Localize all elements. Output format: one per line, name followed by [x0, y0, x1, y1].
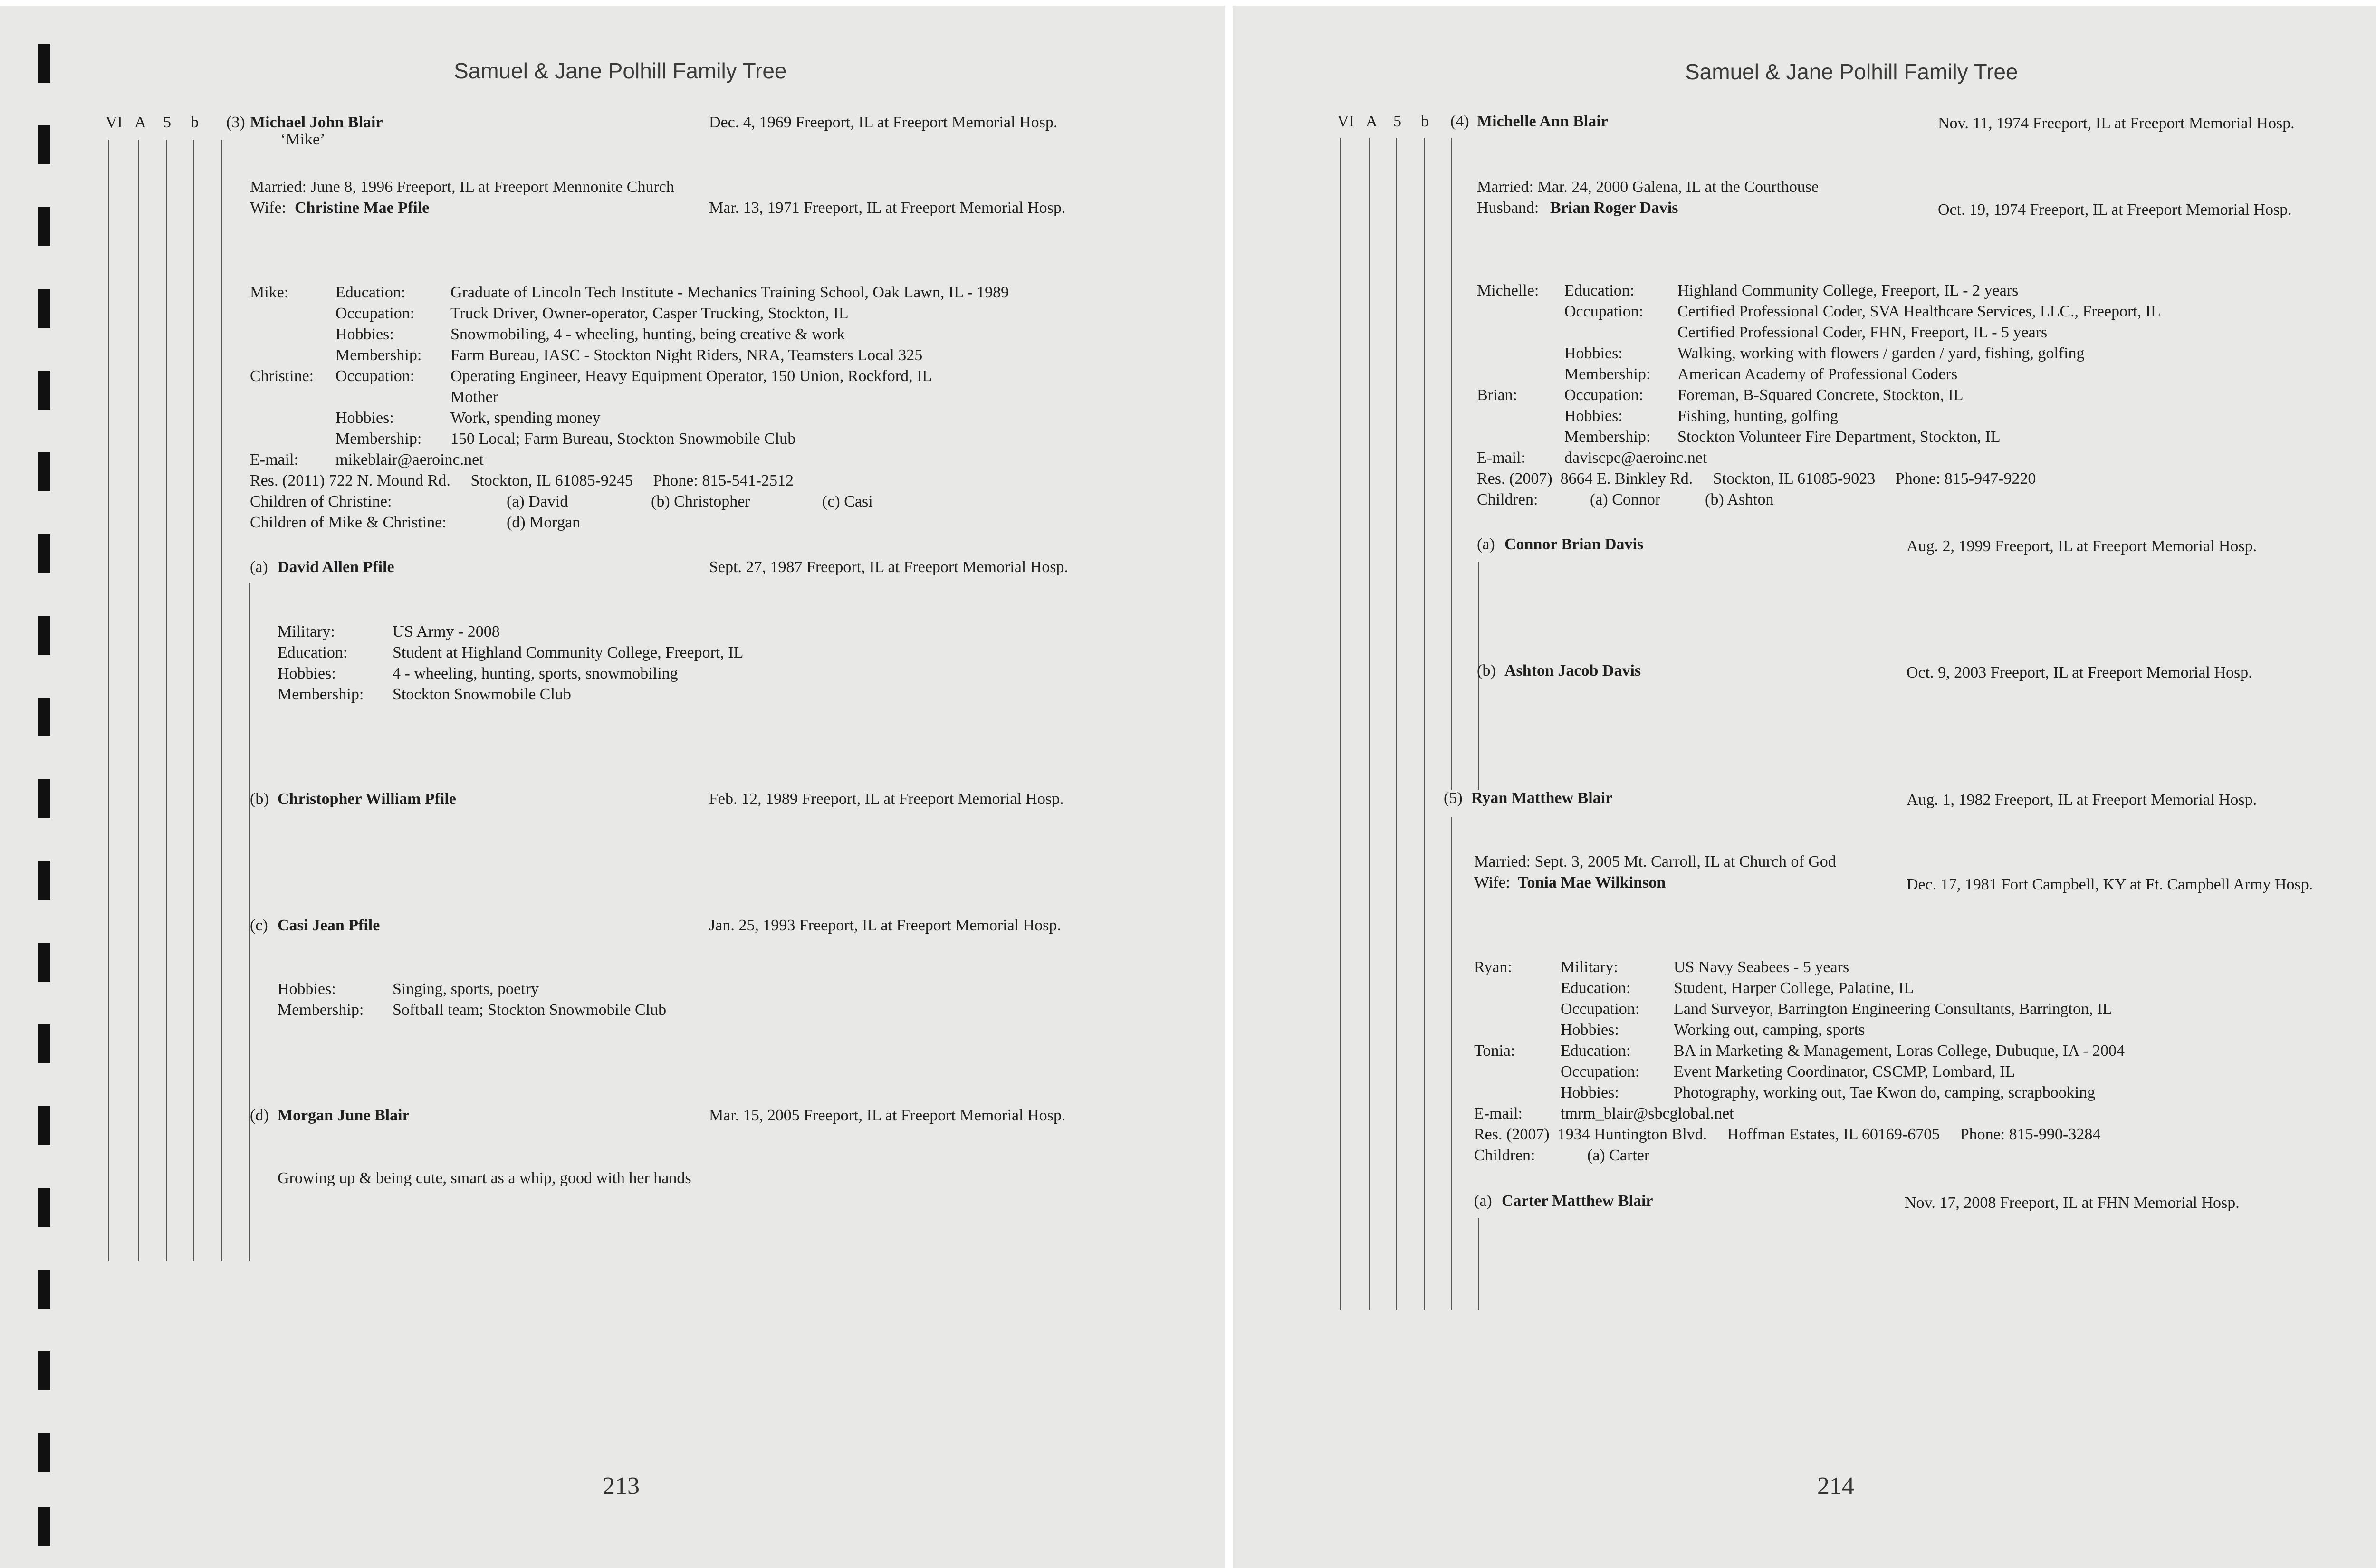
binder-hole: [38, 452, 50, 491]
detail-value: 150 Local; Farm Bureau, Stockton Snowmobile Club: [450, 430, 796, 448]
detail-field: Education:: [278, 644, 348, 661]
marriage-info: Married: Mar. 24, 2000 Galena, IL at the Courthouse: [1477, 178, 1819, 196]
lineage-line: [193, 140, 194, 1261]
detail-field: Membership:: [278, 1001, 364, 1019]
lineage-line: [1369, 138, 1370, 1310]
detail-value: Student at Highland Community College, Freeport, IL: [393, 644, 744, 661]
child-ref: (c) Casi: [822, 493, 873, 510]
child-label: (b): [250, 790, 269, 808]
child-name: Christopher William Pfile: [278, 790, 456, 808]
child-name: David Allen Pfile: [278, 558, 394, 576]
detail-value: Highland Community College, Freeport, IL - 2 years: [1677, 282, 2019, 299]
child-birth-info: Feb. 12, 1989 Freeport, IL at Freeport Memorial Hosp.: [709, 790, 1064, 808]
binder-hole: [38, 779, 50, 818]
detail-field: Occupation:: [335, 367, 415, 385]
detail-field: Hobbies:: [335, 325, 394, 343]
child-name: Ashton Jacob Davis: [1504, 662, 1641, 679]
lineage-line: [1396, 138, 1397, 1310]
entry-number: (4): [1450, 113, 1469, 130]
detail-field: Membership:: [278, 686, 364, 703]
detail-person: Mike:: [250, 284, 289, 301]
detail-value: Mother: [450, 388, 498, 406]
birth-info: Dec. 4, 1969 Freeport, IL at Freeport Memorial Hosp.: [709, 114, 1058, 131]
lineage-line: [166, 140, 167, 1261]
child-ref: (a) David: [507, 493, 568, 510]
detail-field: Membership:: [1564, 365, 1651, 383]
detail-value: Singing, sports, poetry: [393, 980, 539, 998]
child-label: (c): [250, 917, 268, 934]
detail-person: Ryan:: [1474, 958, 1512, 976]
child-name: Carter Matthew Blair: [1502, 1192, 1653, 1210]
lineage-line: [1478, 1218, 1479, 1310]
left-page: [0, 6, 1225, 1568]
detail-field: Membership:: [1564, 428, 1651, 446]
detail-value: Operating Engineer, Heavy Equipment Operator, 150 Union, Rockford, IL: [450, 367, 932, 385]
binder-hole: [38, 1433, 50, 1472]
child-birth-info: Jan. 25, 1993 Freeport, IL at Freeport Memorial Hosp.: [709, 917, 1061, 934]
email-label: E-mail:: [1474, 1105, 1523, 1122]
generation-label: 5: [163, 114, 171, 131]
birth-info: Aug. 1, 1982 Freeport, IL at Freeport Memorial Hosp.: [1907, 791, 2257, 809]
nickname: ‘Mike’: [280, 131, 326, 148]
residence-info: Res. (2007) 8664 E. Binkley Rd. Stockton, IL 61085-9023 Phone: 815-947-9220: [1477, 470, 2036, 488]
lineage-line: [1451, 138, 1452, 790]
detail-field: Military:: [1561, 958, 1618, 976]
generation-label: VI: [1337, 113, 1354, 130]
residence-info: Res. (2011) 722 N. Mound Rd. Stockton, IL 61085-9245 Phone: 815-541-2512: [250, 472, 794, 489]
child-name: Casi Jean Pfile: [278, 917, 380, 934]
detail-field: Membership:: [335, 430, 422, 448]
binder-hole: [38, 698, 50, 736]
email-label: E-mail:: [250, 451, 298, 468]
detail-value: Foreman, B-Squared Concrete, Stockton, IL: [1677, 386, 1964, 404]
detail-field: Education:: [1564, 282, 1635, 299]
person-name: Michael John Blair: [250, 114, 383, 131]
page-number: 214: [1817, 1472, 1854, 1500]
child-ref: (b) Ashton: [1705, 491, 1774, 508]
detail-field: Military:: [278, 623, 335, 641]
email-address: daviscpc@aeroinc.net: [1564, 449, 1707, 467]
detail-value: Photography, working out, Tae Kwon do, camping, scrapbooking: [1674, 1084, 2096, 1101]
residence-info: Res. (2007) 1934 Huntington Blvd. Hoffman Estates, IL 60169-6705 Phone: 815-990-3284: [1474, 1126, 2101, 1143]
generation-label: A: [134, 114, 146, 131]
child-note: Growing up & being cute, smart as a whip, good with her hands: [278, 1169, 691, 1187]
detail-value: Softball team; Stockton Snowmobile Club: [393, 1001, 667, 1019]
detail-field: Hobbies:: [1564, 344, 1623, 362]
children-label: Children:: [1477, 491, 1538, 508]
person-name: Ryan Matthew Blair: [1471, 789, 1613, 807]
detail-value: Farm Bureau, IASC - Stockton Night Riders, NRA, Teamsters Local 325: [450, 346, 923, 364]
detail-value: Land Surveyor, Barrington Engineering Consultants, Barrington, IL: [1674, 1000, 2113, 1018]
detail-field: Hobbies:: [1561, 1021, 1619, 1039]
detail-field: Hobbies:: [1564, 407, 1623, 425]
detail-value: Snowmobiling, 4 - wheeling, hunting, being creative & work: [450, 325, 845, 343]
page-number: 213: [603, 1472, 640, 1500]
child-ref: (b) Christopher: [651, 493, 750, 510]
detail-person: Tonia:: [1474, 1042, 1515, 1060]
detail-value: American Academy of Professional Coders: [1677, 365, 1958, 383]
generation-label: VI: [105, 114, 123, 131]
child-label: (b): [1477, 662, 1496, 679]
detail-person: Christine:: [250, 367, 314, 385]
children-label: Children of Christine:: [250, 493, 392, 510]
marriage-info: Married: Sept. 3, 2005 Mt. Carroll, IL at Church of God: [1474, 853, 1836, 870]
detail-field: Hobbies:: [1561, 1084, 1619, 1101]
generation-label: 5: [1393, 113, 1401, 130]
spouse-label: Wife:: [250, 199, 287, 217]
binder-hole: [38, 1188, 50, 1227]
person-name: Michelle Ann Blair: [1477, 113, 1608, 130]
detail-field: Hobbies:: [278, 665, 336, 682]
child-birth-info: Oct. 9, 2003 Freeport, IL at Freeport Memorial Hosp.: [1907, 664, 2252, 681]
detail-field: Education:: [1561, 1042, 1631, 1060]
lineage-line: [108, 140, 109, 1261]
binder-hole: [38, 1351, 50, 1390]
detail-value: Certified Professional Coder, SVA Healthcare Services, LLC., Freeport, IL: [1677, 303, 2161, 320]
child-birth-info: Aug. 2, 1999 Freeport, IL at Freeport Memorial Hosp.: [1907, 537, 2257, 555]
child-ref: (d) Morgan: [507, 514, 581, 531]
email-label: E-mail:: [1477, 449, 1525, 467]
child-label: (d): [250, 1107, 269, 1124]
binder-hole: [38, 1106, 50, 1145]
children-label: Children:: [1474, 1147, 1535, 1164]
children-label: Children of Mike & Christine:: [250, 514, 447, 531]
detail-value: Truck Driver, Owner-operator, Casper Trucking, Stockton, IL: [450, 305, 849, 322]
marriage-info: Married: June 8, 1996 Freeport, IL at Freeport Mennonite Church: [250, 178, 674, 196]
binder-hole: [38, 1024, 50, 1063]
detail-value: US Army - 2008: [393, 623, 500, 641]
binder-hole: [38, 371, 50, 410]
detail-field: Education:: [1561, 979, 1631, 997]
child-name: Morgan June Blair: [278, 1107, 410, 1124]
spouse-birth-info: Dec. 17, 1981 Fort Campbell, KY at Ft. Campbell Army Hosp.: [1907, 876, 2313, 893]
spouse-label: Husband:: [1477, 199, 1539, 217]
detail-field: Occupation:: [1561, 1063, 1640, 1080]
detail-value: BA in Marketing & Management, Loras College, Dubuque, IA - 2004: [1674, 1042, 2125, 1060]
detail-field: Hobbies:: [278, 980, 336, 998]
binder-hole: [38, 943, 50, 982]
binder-hole: [38, 616, 50, 655]
binder-hole: [38, 289, 50, 328]
detail-value: Working out, camping, sports: [1674, 1021, 1865, 1039]
lineage-line: [138, 140, 139, 1261]
lineage-line: [221, 140, 222, 1261]
spouse-birth-info: Oct. 19, 1974 Freeport, IL at Freeport Memorial Hosp.: [1938, 201, 2292, 219]
child-birth-info: Sept. 27, 1987 Freeport, IL at Freeport Memorial Hosp.: [709, 558, 1069, 576]
detail-value: US Navy Seabees - 5 years: [1674, 958, 1849, 976]
detail-field: Occupation:: [1564, 386, 1644, 404]
detail-value: Stockton Snowmobile Club: [393, 686, 571, 703]
binder-hole: [38, 1507, 50, 1546]
detail-value: Walking, working with flowers / garden / yard, fishing, golfing: [1677, 344, 2085, 362]
detail-value: 4 - wheeling, hunting, sports, snowmobiling: [393, 665, 678, 682]
lineage-line: [1424, 138, 1425, 1310]
detail-field: Occupation:: [1564, 303, 1644, 320]
entry-number: (5): [1444, 789, 1463, 807]
detail-field: Occupation:: [1561, 1000, 1640, 1018]
binder-hole: [38, 861, 50, 900]
binder-hole: [38, 207, 50, 246]
spouse-birth-info: Mar. 13, 1971 Freeport, IL at Freeport Memorial Hosp.: [709, 199, 1066, 217]
detail-person: Brian:: [1477, 386, 1517, 404]
generation-label: A: [1366, 113, 1378, 130]
detail-value: Graduate of Lincoln Tech Institute - Mechanics Training School, Oak Lawn, IL - 1989: [450, 284, 1009, 301]
child-birth-info: Nov. 17, 2008 Freeport, IL at FHN Memorial Hosp.: [1905, 1194, 2240, 1212]
email-address: mikeblair@aeroinc.net: [335, 451, 484, 468]
child-label: (a): [1474, 1192, 1492, 1210]
page-header-title: Samuel & Jane Polhill Family Tree: [1685, 59, 2018, 84]
binder-hole: [38, 44, 50, 83]
detail-field: Education:: [335, 284, 406, 301]
child-name: Connor Brian Davis: [1504, 535, 1644, 553]
detail-field: Hobbies:: [335, 409, 394, 427]
binder-hole: [38, 534, 50, 573]
detail-value: Stockton Volunteer Fire Department, Stockton, IL: [1677, 428, 2001, 446]
detail-value: Student, Harper College, Palatine, IL: [1674, 979, 1914, 997]
detail-value: Event Marketing Coordinator, CSCMP, Lombard, IL: [1674, 1063, 2015, 1080]
detail-value: Fishing, hunting, golfing: [1677, 407, 1839, 425]
detail-person: Michelle:: [1477, 282, 1539, 299]
detail-field: Membership:: [335, 346, 422, 364]
page-header-title: Samuel & Jane Polhill Family Tree: [454, 58, 787, 83]
detail-field: Occupation:: [335, 305, 415, 322]
detail-value: Certified Professional Coder, FHN, Freeport, IL - 5 years: [1677, 324, 2048, 341]
binder-hole: [38, 125, 50, 164]
lineage-line: [1340, 138, 1341, 1310]
detail-value: Work, spending money: [450, 409, 601, 427]
email-address: tmrm_blair@sbcglobal.net: [1561, 1105, 1734, 1122]
spouse-name: Tonia Mae Wilkinson: [1518, 874, 1666, 891]
child-ref: (a) Carter: [1587, 1147, 1650, 1164]
spouse-name: Brian Roger Davis: [1550, 199, 1678, 217]
spouse-label: Wife:: [1474, 874, 1511, 891]
child-ref: (a) Connor: [1590, 491, 1661, 508]
lineage-line: [1451, 817, 1452, 1310]
child-birth-info: Mar. 15, 2005 Freeport, IL at Freeport Memorial Hosp.: [709, 1107, 1066, 1124]
generation-label: b: [191, 114, 199, 131]
child-label: (a): [1477, 535, 1495, 553]
entry-number: (3): [226, 114, 245, 131]
child-label: (a): [250, 558, 268, 576]
generation-label: b: [1421, 113, 1429, 130]
binder-hole: [38, 1270, 50, 1309]
right-page: [1233, 6, 2376, 1568]
birth-info: Nov. 11, 1974 Freeport, IL at Freeport Memorial Hosp.: [1938, 115, 2295, 132]
spouse-name: Christine Mae Pfile: [295, 199, 430, 217]
